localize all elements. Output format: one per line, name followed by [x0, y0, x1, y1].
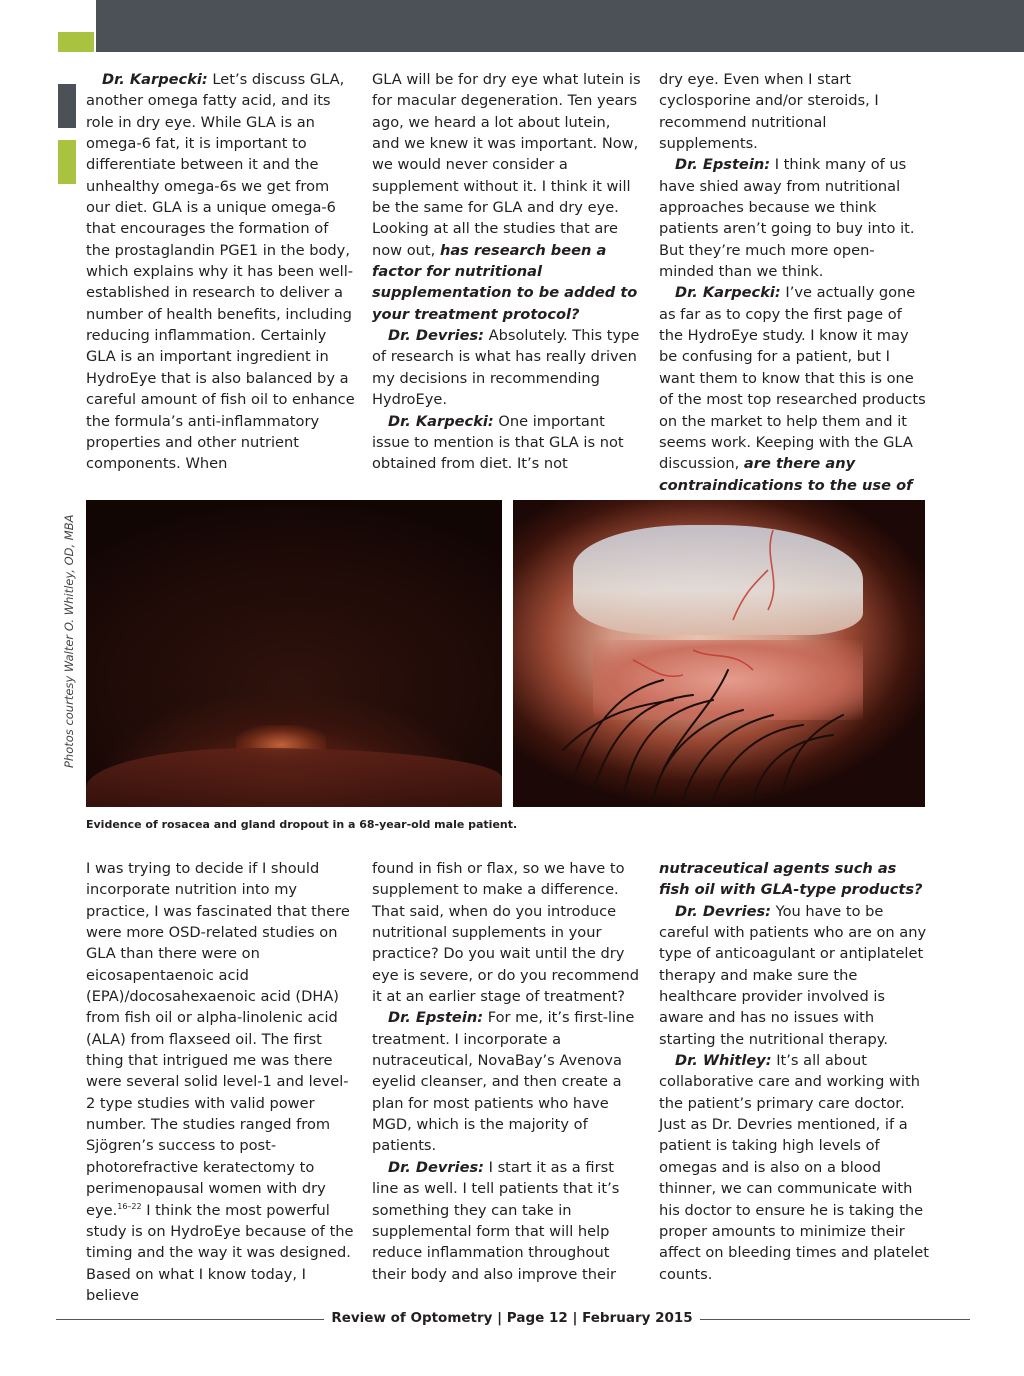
speaker-name: Dr. Epstein: — [388, 1009, 484, 1027]
reference-superscript: 16–22 — [117, 1201, 142, 1211]
speaker-name: Dr. Devries: — [388, 1158, 484, 1176]
paragraph — [659, 858, 929, 901]
paragraph: Dr. Devries: I start it as a first line as well. I tell patients that it’s something they can take in supplemental form that will help reduce inflammation throughout their body and also improve their — [372, 1158, 620, 1283]
speaker-name: Dr. Karpecki: — [675, 284, 781, 302]
paragraph: I was trying to decide if I should incorporate nutrition into my practice, I was fascinated that there were more OSD-related studies on GLA than there were on eicosapentaenoic acid (EPA)/docosahexaenoic acid (DHA) from fish oil or alpha-linolenic acid (ALA) from flaxseed oil. The first thing that intrigued me was there were several solid level-1 and level-2 type studies with valid power number. The studies ranged from Sjögren’s success to post-photorefractive keratectomy to perimenopausal women with dry eye.$^{16-22}$ I think the most powerful study is on HydroEye because of the timing and the way it was designed. Based on what I know today, I believe — [86, 860, 354, 1304]
footer-rule-left — [56, 1319, 324, 1320]
page-footer: Review of Optometry | Page 12 | February 2015 — [331, 1310, 693, 1326]
speaker-name: Dr. Whitley: — [675, 1052, 772, 1070]
paragraph: GLA will be for dry eye what lutein is for macular degeneration. Ten years ago, we heard a lot about lutein, and we knew it was important. Now, we would never consider a supplement without it. I think it will be the same for GLA and dry eye. Looking at all the studies that are now out, has research been a factor for nutritional supplementation to be added to your treatment protocol? — [372, 71, 641, 323]
bottom-column-2 — [372, 858, 642, 1285]
accent-marker-top — [58, 32, 94, 52]
interviewer-question: has research been a factor for nutritional supplementation to be added to your treatment protocol? — [372, 241, 638, 323]
paragraph: Dr. Devries: Absolutely. This type of research is what has really driven my decisions in recommending HydroEye. — [372, 327, 640, 409]
speaker-name: Dr. Epstein: — [675, 156, 771, 174]
header-bar — [96, 0, 1024, 52]
paragraph: Dr. Karpecki: One important issue to mention is that GLA is not obtained from diet. It’s not — [372, 412, 624, 473]
paragraph: found in fish or flax, so we have to supplement to make a difference. That said, when do you introduce nutritional supplements in your practice? Do you wait until the dry eye is severe, or do you recommend it at an earlier stage of treatment? — [372, 860, 640, 1006]
paragraph: dry eye. Even when I start cyclosporine and/or steroids, I recommend nutritional supplements. — [659, 71, 879, 153]
eye-photo-left — [86, 500, 502, 807]
bottom-column-3 — [659, 858, 929, 1285]
top-column-1 — [86, 69, 356, 475]
figure-caption: Evidence of rosacea and gland dropout in a 68-year-old male patient. — [86, 818, 518, 831]
speaker-name: Dr. Devries: — [388, 327, 484, 345]
top-column-2 — [372, 69, 642, 475]
bottom-column-1 — [86, 858, 356, 1306]
footer-rule-right — [700, 1319, 970, 1320]
photo-credit: Photos courtesy Walter O. Whitley, OD, MBA — [62, 514, 76, 768]
interviewer-question: nutraceutical agents such as fish oil with GLA-type products? — [659, 860, 923, 899]
speaker-name: Dr. Karpecki: — [388, 412, 494, 430]
paragraph: Dr. Epstein: For me, it’s first-line treatment. I incorporate a nutraceutical, NovaBay’s Avenova eyelid cleanser, and then create a plan for most patients who have MGD, which is the majority of patients. — [372, 1009, 635, 1155]
eye-photo-right — [513, 500, 925, 807]
paragraph: Dr. Epstein: I think many of us have shied away from nutritional approaches because we think patients aren’t going to buy into it. But they’re much more open-minded than we think. — [659, 156, 915, 281]
paragraph: Dr. Whitley: It’s all about collaborative care and working with the patient’s primary care doctor. Just as Dr. Devries mentioned, if a patient is taking high levels of omegas and is also on a blood thinner, we can communicate with his doctor to ensure he is taking the proper amounts to minimize their affect on bleeding times and platelet counts. — [659, 1052, 929, 1283]
speaker-name: Dr. Karpecki: — [102, 71, 208, 88]
interviewer-question: are there any contraindications to the use of — [659, 455, 913, 494]
top-column-3 — [659, 69, 929, 517]
speaker-name: Dr. Devries: — [675, 902, 771, 920]
paragraph: Dr. Devries: You have to be careful with patients who are on any type of anticoagulant or antiplatelet therapy and make sure the healthcare provider involved is aware and has no issues with starting the nutritional therapy. — [659, 902, 927, 1048]
paragraph: Dr. Karpecki: I’ve actually gone as far as to copy the first page of the HydroEye study. I know it may be confusing for a patient, but I want them to know that this is one of the most top researched products on the market to help them and it seems work. Keeping with the GLA discussion, are there any contraindications to the use of — [659, 282, 929, 517]
paragraph: Dr. Karpecki: Let’s discuss GLA, another omega fatty acid, and its role in dry eye. While GLA is an omega-6 fat, it is important to differentiate between it and the unhealthy omega-6s we get from our diet. GLA is a unique omega-6 that encourages the formation of the prostaglandin PGE1 in the body, which explains why it has been well-established in research to deliver a number of health benefits, including reducing inflammation. Certainly GLA is an important ingredient in HydroEye that is also balanced by a careful amount of fish oil to enhance the formula’s anti-inflammatory properties and other nutrient components. When — [86, 71, 355, 473]
accent-marker-green — [58, 140, 76, 184]
accent-marker-gray — [58, 84, 76, 128]
